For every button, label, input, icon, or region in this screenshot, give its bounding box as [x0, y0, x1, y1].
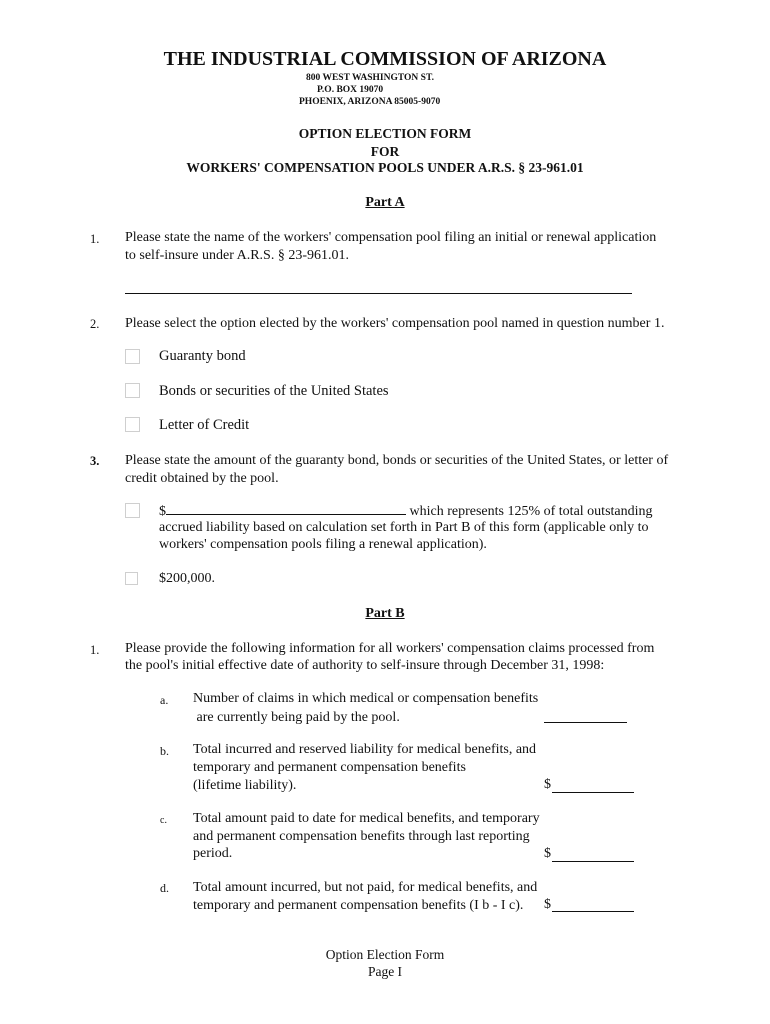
- form-subtitle: WORKERS' COMPENSATION POOLS UNDER A.R.S. § 23-961.01: [186, 160, 584, 175]
- footer-page-number: Page I: [367, 964, 403, 979]
- item-b-line1: Total incurred and reserved liability for medical benefits, and: [193, 742, 537, 757]
- dollar-sign: $: [544, 777, 551, 792]
- address-city: PHOENIX, ARIZONA 85005-9070: [299, 97, 441, 107]
- dollar-sign: $: [544, 897, 551, 912]
- question-number: 1.: [90, 643, 100, 657]
- item-letter: b.: [160, 744, 169, 758]
- agency-title: THE INDUSTRIAL COMMISSION OF ARIZONA: [163, 48, 607, 70]
- part-b-question-line1: Please provide the following information for all workers' compensation claims processed from: [125, 641, 655, 656]
- option-us-bonds: Bonds or securities of the United States: [159, 383, 389, 399]
- item-b-line2: temporary and permanent compensation benefits: [193, 760, 466, 775]
- amount-125-line3: workers' compensation pools filing a renewal application).: [159, 537, 487, 552]
- question-number: 2.: [90, 317, 100, 331]
- amount-125-line1: [159, 502, 653, 521]
- item-c-line1: Total amount paid to date for medical benefits, and temporary: [193, 811, 540, 826]
- question-number: 3.: [90, 454, 100, 468]
- claims-count-field[interactable]: [544, 722, 627, 723]
- question-2-text: Please select the option elected by the workers' compensation pool named in question number 1.: [125, 316, 665, 331]
- item-b-line3: (lifetime liability).: [193, 778, 297, 793]
- part-b-heading: Part B: [365, 606, 405, 621]
- us-bonds-checkbox[interactable]: [125, 383, 140, 398]
- item-a-line2: are currently being paid by the pool.: [193, 710, 400, 725]
- item-letter: c.: [160, 815, 167, 826]
- total-paid-field[interactable]: [552, 861, 634, 862]
- form-title-for: FOR: [370, 144, 400, 159]
- amount-125-tail: which represents 125% of total outstanding: [409, 504, 653, 519]
- amount-200000-checkbox[interactable]: [125, 572, 138, 585]
- dollar-sign: $: [159, 504, 166, 519]
- amount-125-field[interactable]: [166, 502, 406, 515]
- item-a-line1: Number of claims in which medical or compensation benefits: [193, 691, 539, 706]
- guaranty-bond-checkbox[interactable]: [125, 349, 140, 364]
- item-letter: d.: [160, 881, 169, 895]
- address-street: 800 WEST WASHINGTON ST.: [306, 73, 434, 83]
- question-3-line1: Please state the amount of the guaranty bond, bonds or securities of the United States, or letter of: [125, 453, 669, 468]
- question-1-line1: Please state the name of the workers' compensation pool filing an initial or renewal application: [125, 230, 657, 245]
- pool-name-field[interactable]: [125, 293, 632, 294]
- question-number: 1.: [90, 232, 100, 246]
- item-d-line1: Total amount incurred, but not paid, for medical benefits, and: [193, 880, 538, 895]
- total-incurred-field[interactable]: [552, 792, 634, 793]
- item-c-line3: period.: [193, 846, 233, 861]
- question-1-line2: to self-insure under A.R.S. § 23-961.01.: [125, 248, 349, 263]
- part-b-question-line2: the pool's initial effective date of authority to self-insure through December 31, 1998:: [125, 658, 605, 673]
- question-3-line2: credit obtained by the pool.: [125, 471, 279, 486]
- option-letter-of-credit: Letter of Credit: [159, 417, 250, 433]
- item-letter: a.: [160, 693, 169, 707]
- amount-125-checkbox[interactable]: [125, 503, 140, 518]
- option-guaranty-bond: Guaranty bond: [159, 348, 246, 364]
- option-200000: $200,000.: [159, 571, 215, 586]
- incurred-not-paid-field[interactable]: [552, 911, 634, 912]
- item-c-line2: and permanent compensation benefits through last reporting: [193, 829, 530, 844]
- letter-of-credit-checkbox[interactable]: [125, 417, 140, 432]
- form-title: OPTION ELECTION FORM: [298, 126, 472, 141]
- item-d-line2: temporary and permanent compensation benefits (I b - I c).: [193, 898, 524, 913]
- address-po-box: P.O. BOX 19070: [317, 85, 384, 95]
- dollar-sign: $: [544, 846, 551, 861]
- part-a-heading: Part A: [365, 195, 405, 210]
- footer-form-name: Option Election Form: [325, 947, 445, 962]
- amount-125-line2: accrued liability based on calculation set forth in Part B of this form (applicable only to: [159, 520, 649, 535]
